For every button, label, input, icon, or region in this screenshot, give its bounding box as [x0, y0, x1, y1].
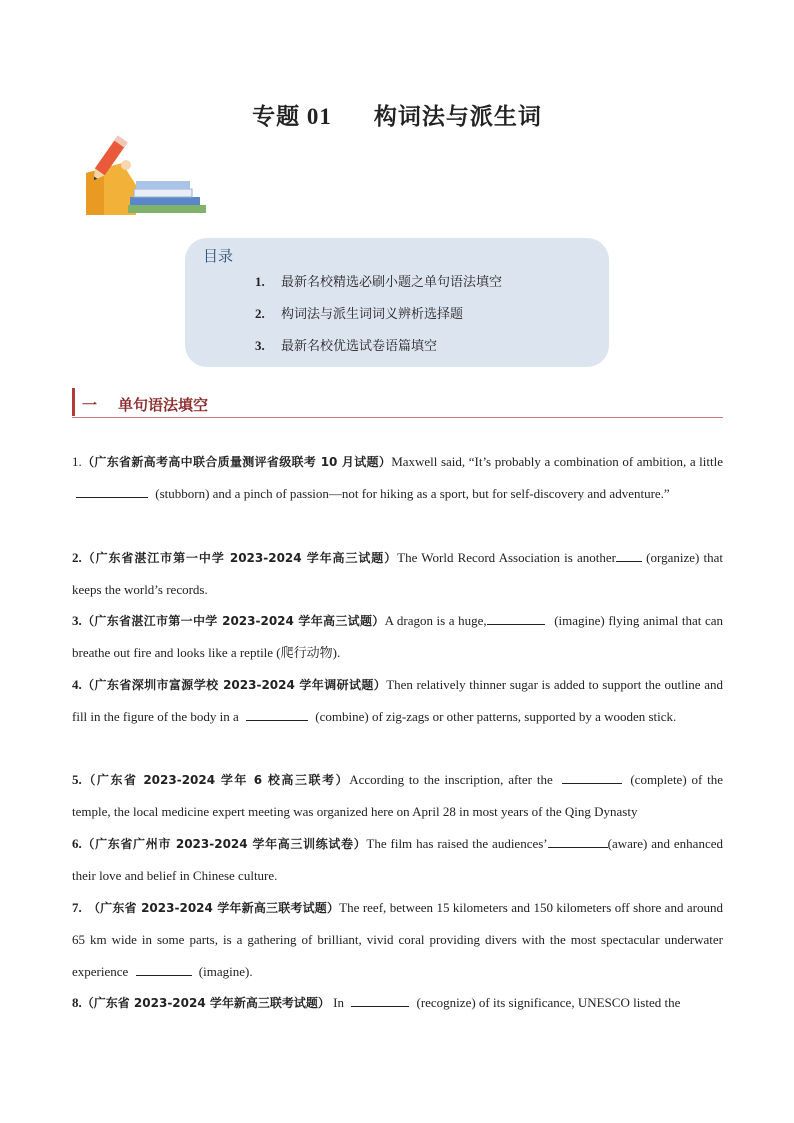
- section-title: 单句语法填空: [118, 396, 209, 414]
- question-8: [72, 987, 723, 1019]
- question-source: （广东省 2023-2024 学年 6 校高三联考）: [81, 773, 350, 787]
- section-marker: [72, 388, 75, 416]
- topic-title: 构词法与派生词: [373, 104, 542, 130]
- question-number: 4.: [72, 677, 82, 692]
- toc-item-number: 2.: [255, 306, 265, 321]
- toc-item-label: 最新名校精选必刷小题之单句语法填空: [281, 275, 503, 290]
- question-hint: (organize) that keeps the world’s records.: [72, 550, 723, 597]
- toc-item-label: 构词法与派生词词义辨析选择题: [281, 307, 464, 322]
- toc-item-2[interactable]: [255, 303, 463, 322]
- question-hint: (aware) and enhanced their love and belief in Chinese culture.: [72, 836, 723, 883]
- question-number: 5.: [72, 772, 82, 787]
- answer-blank[interactable]: [246, 708, 308, 721]
- pencil-books-illustration: [84, 135, 209, 220]
- answer-blank[interactable]: [616, 549, 642, 562]
- question-text: According to the inscription, after the: [349, 772, 558, 787]
- question-number: 3.: [72, 613, 82, 628]
- question-text: The film has raised the audiences’: [366, 836, 548, 851]
- question-source: （广东省湛江市第一中学 2023-2024 学年高三试题）: [81, 614, 385, 628]
- answer-blank[interactable]: [76, 485, 148, 498]
- question-source: （广东省 2023-2024 学年新高三联考试题）: [87, 901, 340, 915]
- question-source: （广东省新高考高中联合质量测评省级联考 10 月试题）: [81, 455, 392, 469]
- question-7: [72, 892, 723, 988]
- section-number: 一: [82, 396, 98, 414]
- toc-item-label: 最新名校优选试卷语篇填空: [281, 339, 438, 354]
- toc-item-number: 1.: [255, 274, 265, 289]
- question-source: （广东省湛江市第一中学 2023-2024 学年高三试题）: [81, 551, 398, 565]
- question-hint: (combine) of zig-zags or other patterns, supported by a wooden stick.: [312, 709, 677, 724]
- question-text: The World Record Association is another: [397, 550, 616, 565]
- toc-item-3[interactable]: [255, 335, 437, 354]
- table-of-contents: [185, 238, 609, 367]
- answer-blank[interactable]: [562, 771, 622, 784]
- page-title: [0, 98, 794, 131]
- question-text: Then relatively thinner sugar is added to support the outline and fill in the figure of the body in a: [72, 677, 723, 724]
- question-number: 1.: [72, 454, 82, 469]
- question-number: 7.: [72, 900, 82, 915]
- question-1: [72, 446, 723, 510]
- question-number: 6.: [72, 836, 82, 851]
- question-text: The reef, between 15 kilometers and 150 kilometers off shore and around 65 km wide in some parts, is a gathering of brilliant, vivid coral providing divers with the most spectacular underwater experience: [72, 900, 723, 979]
- question-hint: (recognize) of its significance, UNESCO listed the: [413, 995, 681, 1010]
- question-hint: (imagine).: [195, 964, 253, 979]
- answer-blank[interactable]: [487, 612, 545, 625]
- question-hint: (complete) of the temple, the local medicine expert meeting was organized here on April 28 in most years of the Qing Dynasty: [72, 772, 723, 819]
- question-source: （广东省广州市 2023-2024 学年高三训练试卷）: [81, 837, 367, 851]
- question-number: 2.: [72, 550, 82, 565]
- question-source: （广东省深圳市富源学校 2023-2024 学年调研试题）: [81, 678, 387, 692]
- toc-heading: 目录: [203, 247, 234, 265]
- question-2: [72, 542, 723, 606]
- question-text: A dragon is a huge,: [384, 613, 487, 628]
- answer-blank[interactable]: [548, 835, 608, 848]
- topic-number: 专题 01: [252, 104, 332, 129]
- question-4: [72, 669, 723, 733]
- question-3: [72, 605, 723, 669]
- question-text: In: [329, 995, 348, 1010]
- question-hint: (imagine) flying animal that can breathe out fire and looks like a reptile (爬行动物).: [72, 613, 723, 660]
- question-source: （广东省 2023-2024 学年新高三联考试题）: [81, 996, 330, 1010]
- question-number: 8.: [72, 995, 82, 1010]
- answer-blank[interactable]: [351, 994, 409, 1007]
- toc-item-1[interactable]: [255, 271, 502, 290]
- question-hint: (stubborn) and a pinch of passion—not for hiking as a sport, but for self-discovery and adventure.”: [152, 486, 670, 501]
- question-5: [72, 764, 723, 828]
- question-text: Maxwell said, “It’s probably a combination of ambition, a little: [391, 454, 723, 469]
- answer-blank[interactable]: [136, 963, 192, 976]
- section-divider: [72, 417, 723, 418]
- question-6: [72, 828, 723, 892]
- toc-item-number: 3.: [255, 338, 265, 353]
